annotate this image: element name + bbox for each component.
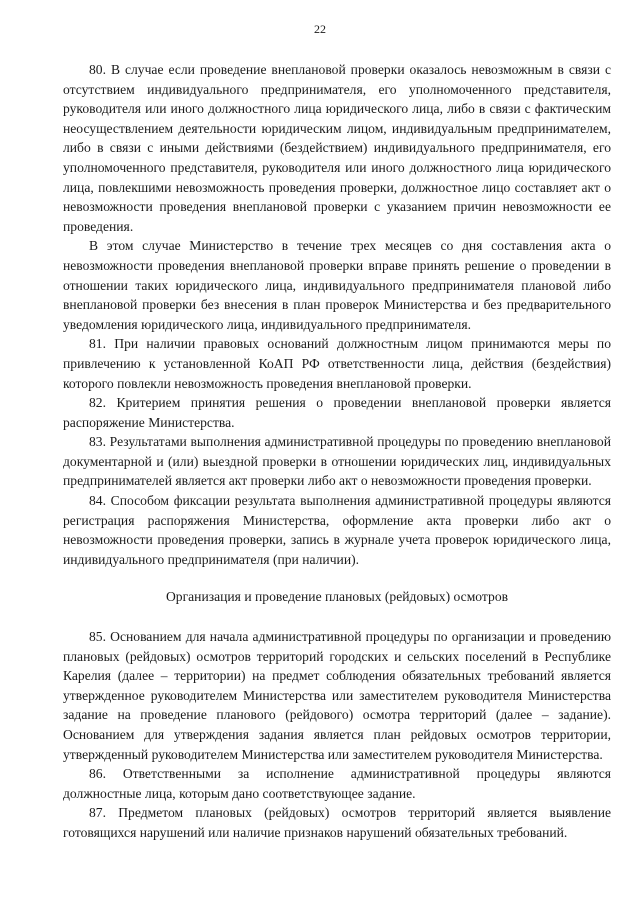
section-heading: Организация и проведение плановых (рейдовых) осмотров [165,589,509,605]
paragraph-81: 81. При наличии правовых оснований должностным лицом принимаются меры по привлечению к установленной КоАП РФ ответственности лица, действия (бездействия) которого повлекли невозможность проведения внеплановой проверки. [63,336,611,391]
document-body [63,60,611,843]
paragraph-84: 84. Способом фиксации результата выполнения административной процедуры являются регистрация распоряжения Министерства, оформление акта проверки либо акт о невозможности проведения проверки, запись в журнале учета проверок юридического лица, индивидуального предпринимателя (при наличии). [63,493,611,567]
paragraph-87: 87. Предметом плановых (рейдовых) осмотров территорий является выявление готовящихся нарушений или наличие признаков нарушений обязательных требований. [63,805,611,840]
paragraph-86: 86. Ответственными за исполнение административной процедуры являются должностные лица, которым дано соответствующее задание. [63,766,611,801]
paragraph-80: 80. В случае если проведение внеплановой проверки оказалось невозможным в связи с отсутствием индивидуального предпринимателя, его уполномоченного представителя, руководителя или иного должностного лица юридического лица, либо в связи с фактическим неосуществлением деятельности юридическим лицом, индивидуальным предпринимателем, либо в связи с иными действиями (бездействием) индивидуального предпринимателя, его уполномоченного представителя, руководителя или иного должностного лица юридического лица, повлекшими невозможность проведения проверки, должностное лицо составляет акт о невозможности проведения внеплановой проверки с указанием причин невозможности ее проведения. [63,62,611,234]
paragraph-80-continuation: В этом случае Министерство в течение трех месяцев со дня составления акта о невозможности проведения внеплановой проверки вправе принять решение о проведении в отношении таких юридического лица, индивидуального предпринимателя плановой либо внеплановой проверки без внесения в план проверок Министерства и без предварительного уведомления юридического лица, индивидуального предпринимателя. [63,238,611,332]
paragraph-83: 83. Результатами выполнения административной процедуры по проведению внеплановой документарной и (или) выездной проверки в отношении юридических лиц, индивидуальных предпринимателей является акт проверки либо акт о невозможности проведения проверки. [63,434,611,489]
paragraph-82: 82. Критерием принятия решения о проведении внеплановой проверки является распоряжение Министерства. [63,395,611,430]
page-number: 22 [314,22,326,36]
paragraph-85: 85. Основанием для начала административной процедуры по организации и проведению плановых (рейдовых) осмотров территорий городских и сельских поселений в Республике Карелия (далее – территории) на предмет соблюдения обязательных требований является утвержденное руководителем Министерства или заместителем руководителя Министерства задание на проведение планового (рейдового) осмотра территорий (далее – задание). Основанием для утверждения задания является план рейдовых осмотров территории, утвержденный руководителем Министерства или заместителем руководителя Министерства. [63,629,611,762]
